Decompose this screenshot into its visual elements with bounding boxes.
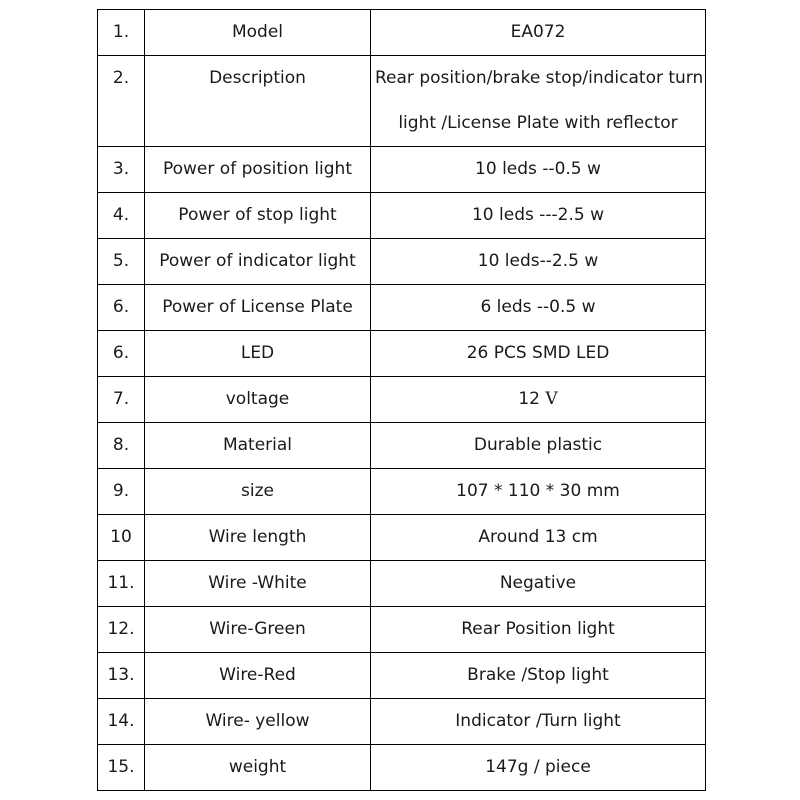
spec-label: weight [145, 745, 371, 791]
spec-label: Wire -White [145, 561, 371, 607]
spec-value: 10 leds --0.5 w [371, 147, 706, 193]
spec-value: EA072 [371, 10, 706, 56]
spec-value: Rear Position light [371, 607, 706, 653]
row-number: 4. [98, 193, 145, 239]
table-row [98, 285, 706, 331]
spec-label: Model [145, 10, 371, 56]
spec-label: Description [145, 56, 371, 147]
spec-value: 147g / piece [371, 745, 706, 791]
table-row [98, 331, 706, 377]
table-row [98, 10, 706, 56]
row-number: 15. [98, 745, 145, 791]
spec-table-body [98, 10, 706, 791]
spec-value-line: Rear position/brake stop/indicator turn [375, 68, 704, 88]
table-row [98, 653, 706, 699]
table-row [98, 607, 706, 653]
spec-value: Durable plastic [371, 423, 706, 469]
spec-label: Wire- yellow [145, 699, 371, 745]
table-row [98, 423, 706, 469]
spec-label: Wire length [145, 515, 371, 561]
spec-value-unit: V [545, 389, 558, 409]
spec-label: Power of indicator light [145, 239, 371, 285]
spec-value-line: light /License Plate with reflector [398, 113, 678, 133]
row-number: 6. [98, 285, 145, 331]
spec-value: 10 leds--2.5 w [371, 239, 706, 285]
row-number: 6. [98, 331, 145, 377]
spec-table [97, 9, 706, 791]
row-number: 10 [98, 515, 145, 561]
spec-label: size [145, 469, 371, 515]
table-row [98, 147, 706, 193]
table-row [98, 239, 706, 285]
table-row [98, 193, 706, 239]
table-row [98, 377, 706, 423]
spec-label: voltage [145, 377, 371, 423]
table-row [98, 56, 706, 147]
spec-value: Negative [371, 561, 706, 607]
spec-label: Wire-Red [145, 653, 371, 699]
spec-value: Around 13 cm [371, 515, 706, 561]
table-row [98, 699, 706, 745]
row-number: 3. [98, 147, 145, 193]
spec-value: 107 * 110 * 30 mm [371, 469, 706, 515]
spec-value: Indicator /Turn light [371, 699, 706, 745]
spec-value [371, 56, 706, 147]
table-row [98, 515, 706, 561]
row-number: 14. [98, 699, 145, 745]
spec-label: Power of position light [145, 147, 371, 193]
spec-label: Power of License Plate [145, 285, 371, 331]
row-number: 8. [98, 423, 145, 469]
spec-value: Brake /Stop light [371, 653, 706, 699]
spec-label: Power of stop light [145, 193, 371, 239]
row-number: 2. [98, 56, 145, 147]
table-row [98, 561, 706, 607]
row-number: 5. [98, 239, 145, 285]
row-number: 1. [98, 10, 145, 56]
spec-value: 10 leds ---2.5 w [371, 193, 706, 239]
table-row [98, 469, 706, 515]
table-row [98, 745, 706, 791]
spec-label: Wire-Green [145, 607, 371, 653]
spec-value: 6 leds --0.5 w [371, 285, 706, 331]
spec-value: 26 PCS SMD LED [371, 331, 706, 377]
spec-value-number: 12 [518, 389, 546, 409]
spec-value [371, 377, 706, 423]
row-number: 12. [98, 607, 145, 653]
spec-label: Material [145, 423, 371, 469]
row-number: 11. [98, 561, 145, 607]
spec-label: LED [145, 331, 371, 377]
row-number: 13. [98, 653, 145, 699]
row-number: 7. [98, 377, 145, 423]
row-number: 9. [98, 469, 145, 515]
